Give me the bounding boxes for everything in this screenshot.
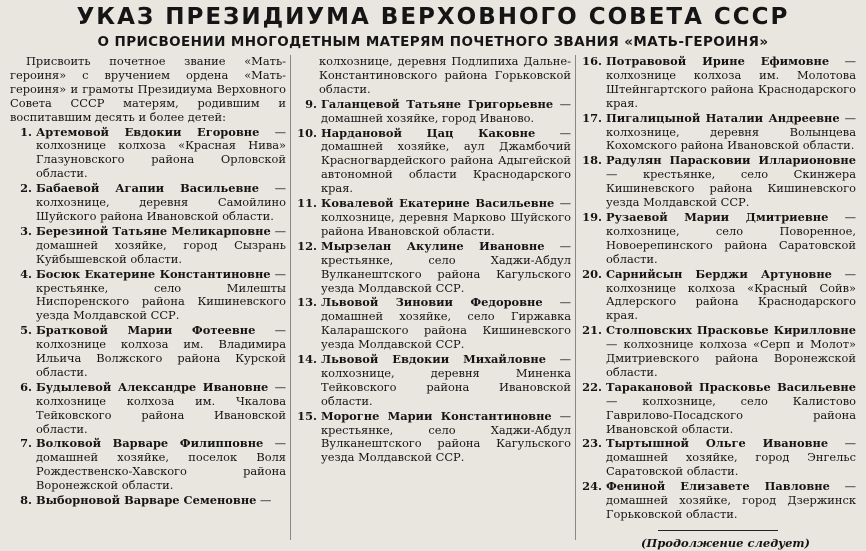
- entry-number: 5.: [20, 323, 32, 338]
- entry-name: Галанцевой Татьяне Григорьевне: [321, 96, 554, 111]
- entry-name: Мырзелан Акулине Ивановне: [321, 238, 545, 253]
- entry-description: — крестьянке, село Скинжера Кишиневского района Кишиневского уезда Молдавской ССР.: [606, 167, 856, 210]
- end-rule: [658, 530, 778, 531]
- column-1: [10, 55, 290, 540]
- entry-text: [321, 296, 571, 352]
- entry-text: [606, 268, 856, 324]
- decree-entry: [10, 268, 286, 324]
- entry-name: Сарнийсын Берджи Артуновне: [606, 266, 832, 281]
- entry-name: Радулян Парасковии Илларионовне: [606, 153, 856, 168]
- entry-text: [36, 494, 286, 508]
- decree-entry: [295, 296, 571, 352]
- entry-description: — домашней хозяйке, город Энгельс Саратовской области.: [606, 436, 857, 479]
- decree-entry: [10, 437, 286, 493]
- decree-entry: [10, 494, 286, 508]
- entry-number: 10.: [297, 125, 317, 140]
- text-columns: [10, 54, 857, 550]
- entry-name: Тыртышной Ольге Ивановне: [606, 436, 829, 451]
- decree-entry: [10, 182, 286, 224]
- entry-number: 15.: [297, 408, 317, 423]
- entry-text: [606, 324, 856, 380]
- entry-text: [606, 55, 856, 111]
- decree-entry: [580, 112, 856, 154]
- entry-number: 21.: [582, 323, 602, 338]
- entry-text: [321, 410, 571, 466]
- entry-number: 8.: [20, 493, 32, 508]
- entry-name: Столповских Прасковье Кирилловне: [606, 323, 856, 338]
- entry-name: Львовой Евдокии Михайловне: [321, 352, 546, 367]
- entry-number: 4.: [20, 266, 32, 281]
- entry-description: — колхознице, деревня Миненка Тейковского района Ивановской области.: [321, 352, 572, 408]
- entry-text: [36, 225, 286, 267]
- decree-entry: [580, 480, 856, 522]
- entry-name: Нардановой Цац Каковне: [321, 125, 536, 140]
- entry-description: — колхознице, деревня Самойлино Шуйского района Ивановской области.: [36, 181, 286, 223]
- entry-number: 6.: [20, 379, 32, 394]
- entry-description: — колхознице, село Поворенное, Новоерепинского района Саратовской области.: [606, 209, 857, 266]
- entry-number: 20.: [582, 266, 602, 281]
- entry-name: Березиной Татьяне Меликарповне: [36, 223, 271, 238]
- entry-name: Босюк Екатерине Константиновне: [36, 266, 271, 281]
- decree-entry: [10, 324, 286, 380]
- entry-text: [36, 268, 286, 324]
- decree-entry: [295, 410, 571, 466]
- entry-text: [606, 112, 856, 154]
- decree-entry: [580, 211, 856, 267]
- entry-text: [606, 211, 856, 267]
- entry-text: [36, 126, 286, 182]
- entry-description: — домашней хозяйке, поселок Воля Рождественско-Хавского района Воронежской области.: [36, 436, 286, 493]
- entry-number: 14.: [297, 352, 317, 367]
- entry-number: 1.: [20, 124, 32, 139]
- intro-paragraph: Присвоить почетное звание «Мать-героиня» с вручением ордена «Мать-героиня» и грамоты Президиума Верховного Совета СССР матерям, родившим и воспитавшим десять и более детей:: [10, 54, 286, 124]
- entry-description: — колхознице, деревня Волынцева Кохомского района Ивановской области.: [606, 110, 856, 153]
- decree-entry: [580, 437, 856, 479]
- entry-text: [321, 197, 571, 239]
- entry-number: 17.: [582, 110, 602, 125]
- entry-text: [606, 381, 856, 437]
- entry-name: Львовой Зиновии Федоровне: [321, 295, 543, 310]
- entry-description: — крестьянке, село Хаджи-Абдул Вулканештского района Кагульского уезда Молдавской ССР.: [321, 238, 571, 295]
- entry-name: Волковой Варваре Филипповне: [36, 436, 264, 451]
- entry-number: 7.: [20, 436, 32, 451]
- entry-description: — колхознице колхоза «Серп и Молот» Дмитриевского района Воронежской области.: [606, 337, 856, 379]
- entry-name: Ковалевой Екатерине Васильевне: [321, 196, 555, 211]
- entry-description: —: [256, 493, 272, 508]
- entry-description: — колхознице колхоза им. Молотова Штейнгартского района Краснодарского края.: [606, 54, 856, 110]
- entry-number: 3.: [20, 223, 32, 238]
- entry-name: Морогне Марии Константиновне: [321, 408, 552, 423]
- decree-entry: [295, 98, 571, 126]
- decree-title: УКАЗ ПРЕЗИДИУМА ВЕРХОВНОГО СОВЕТА СССР: [76, 4, 790, 30]
- entry-description: — крестьянке, село Хаджи-Абдул Вулканештского района Кагульского уезда Молдавской ССР.: [321, 408, 572, 465]
- entry-text: [321, 240, 571, 296]
- entry-description: — домашней хозяйке, город Сызрань Куйбышевской области.: [36, 223, 287, 266]
- entry-text: [606, 154, 856, 210]
- entry-text: [36, 182, 286, 224]
- entry-number: 11.: [297, 196, 317, 211]
- entry-description: — колхознице колхоза им. Владимира Ильича Волжского района Курской области.: [36, 323, 286, 379]
- entry-name: Рузаевой Марии Дмитриевне: [606, 209, 829, 224]
- entry-description: — домашней хозяйке, город Дзержинск Горьковской области.: [606, 479, 856, 521]
- entry-number: 24.: [582, 479, 602, 494]
- entry-number: 9.: [305, 96, 317, 111]
- entry-name: Фениной Елизавете Павловне: [606, 479, 830, 494]
- entry-name: Таракановой Прасковье Васильевне: [606, 379, 856, 394]
- entry-text: [36, 381, 286, 437]
- continuation-note: (Продолжение следует): [640, 535, 810, 550]
- decree-subtitle: О ПРИСВОЕНИИ МНОГОДЕТНЫМ МАТЕРЯМ ПОЧЕТНОГО ЗВАНИЯ «МАТЬ-ГЕРОИНЯ»: [97, 34, 769, 50]
- decree-entry: [10, 225, 286, 267]
- column-3-list: [580, 55, 856, 522]
- column-2: [290, 55, 575, 540]
- entry-name: Артемовой Евдокии Егоровне: [36, 124, 260, 139]
- entry-description: — домашней хозяйке, село Гиржавка Каларашского района Кишиневского уезда Молдавской ССР.: [321, 295, 572, 352]
- entry-description: — колхознице, деревня Марково Шуйского района Ивановской области.: [321, 196, 571, 238]
- entry-name: Братковой Марии Фотеевне: [36, 323, 256, 338]
- entry-text: [606, 480, 856, 522]
- entry-text: [36, 324, 286, 380]
- entry-name: Будылевой Александре Ивановне: [36, 379, 269, 394]
- decree-entry: [580, 55, 856, 111]
- entry-description: — домашней хозяйке, город Иваново.: [321, 96, 571, 125]
- entry-description: — колхознице колхоза им. Чкалова Тейковского района Ивановской области.: [36, 379, 287, 436]
- decree-entry: [295, 240, 571, 296]
- entry-description: — колхознице колхоза «Красный Сойв» Адлерского района Краснодарского края.: [606, 266, 857, 323]
- entry-text: [36, 437, 286, 493]
- entry-name: Бабаевой Агапии Васильевне: [36, 181, 259, 196]
- entry-number: 16.: [582, 54, 602, 68]
- entry-number: 2.: [20, 181, 32, 196]
- decree-entry: [580, 381, 856, 437]
- entry-name: Потравовой Ирине Ефимовне: [606, 54, 830, 68]
- entry-name: Пигалицыной Наталии Андреевне: [606, 110, 840, 125]
- entry-number: 22.: [582, 379, 602, 394]
- entry-description: — колхознице, село Калистово Гаврилово-Посадского района Ивановской области.: [606, 393, 856, 436]
- decree-entry: [10, 126, 286, 182]
- decree-entry: [580, 154, 856, 210]
- entry-name: Выборновой Варваре Семеновне: [36, 493, 257, 508]
- decree-entry: [295, 353, 571, 409]
- entry-text: [321, 353, 571, 409]
- entry-text: [321, 98, 571, 126]
- decree-entry: [580, 324, 856, 380]
- entry-description: — крестьянке, село Милешты Ниспоренского района Кишиневского уезда Молдавской ССР.: [36, 266, 286, 323]
- entry-number: 19.: [582, 209, 602, 224]
- entry-description: колхознице, деревня Подлипиха Дальне-Константиновского района Горьковской области.: [319, 54, 571, 96]
- decree-entry: [10, 381, 286, 437]
- entry-description: — колхознице колхоза «Красная Нива» Глазуновского района Орловской области.: [36, 124, 286, 181]
- entry-text: [321, 127, 571, 197]
- entry-number: 23.: [582, 436, 602, 451]
- entry-number: 18.: [582, 153, 602, 168]
- decree-entry: [580, 268, 856, 324]
- decree-entry: [295, 127, 571, 197]
- entry-description: — домашней хозяйке, аул Джамбочий Красногвардейского района Адыгейской автономной области Краснодарского края.: [321, 125, 571, 196]
- entry-number: 13.: [297, 295, 317, 310]
- decree-entry: [295, 55, 571, 97]
- decree-entry: [295, 197, 571, 239]
- column-3: [575, 54, 857, 550]
- entry-text: [606, 437, 856, 479]
- entry-number: 12.: [297, 238, 317, 253]
